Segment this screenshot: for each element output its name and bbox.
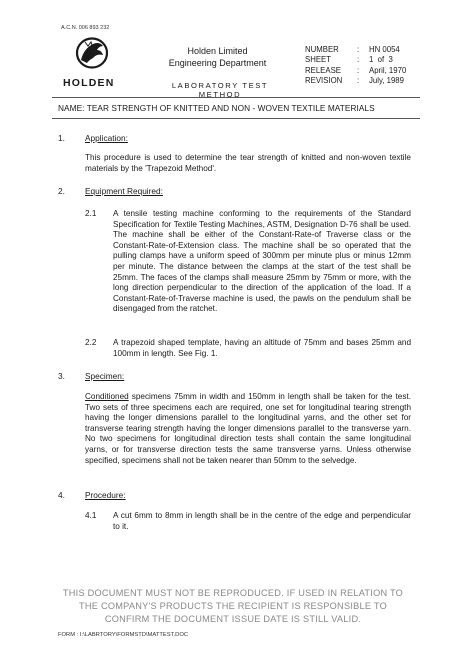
section-number: 1. [58,133,65,143]
section-text-application: This procedure is used to determine the tear strength of knitted and non-woven textile materials by the 'Trapezoid Method'. [85,153,411,173]
subsection-number: 2.2 [85,338,97,347]
meta-key: SHEET [305,55,331,65]
meta-key: RELEASE [305,65,341,75]
subsection-number: 2.1 [85,209,97,218]
meta-row-number: NUMBER : HN 0054 [305,45,400,54]
meta-value: HN 0054 [369,45,400,54]
subsection-text-2-1: A tensile testing machine conforming to the requirements of the Standard Specification for Textile Testing Machines, ASTM, Designation D-76 shall be used. The machine shall be either of the Constant-Rate-of Traverse class or the Constant-Rate-of-Extension class. The machine shall be so operated that the pulling clamps have a uniform speed of 300mm per minute plus or minus 12mm per minute. The distance between the clamps at the start of the test shall be 25mm. The faces of the clamps shall measure 25mm by 75mm or more, with the long direction perpendicular to the direction of the application of the load. If a Constant-Rate-of-Traverse machine is used, the pawls on the pendulum shall be disengaged from the ratchet. [113,209,411,314]
meta-value: 1 of 3 [369,55,393,65]
specimen-body: specimens 75mm in width and 150mm in length shall be taken for the test. Two sets of three specimens each are required, one set for longitudinal tearing strength having the longer dimensions parallel to the longitudinal yarns, and the other set for transverse tearing strength having the longer dimensions parallel to the transverse yarn. No two specimens for longitudinal direction tests shall contain the same longitudinal yarns, or for transverse direction tests the same transverse yarns. Unless otherwise specified, specimens shall not be taken nearer than 50mm to the selvedge. [85,392,411,465]
meta-key: NUMBER [305,45,339,54]
company-name: Holden Limited [187,46,248,56]
section-heading-application: Application: [85,133,128,143]
department-name: Engineering Department [168,58,267,68]
section-heading-specimen: Specimen: [85,371,125,381]
acn-number: A.C.N. 006 893 232 [61,25,110,31]
notice-line: CONFIRM THE DOCUMENT ISSUE DATE IS STILL VALID. [104,613,362,624]
section-number: 3. [58,371,65,381]
notice-line: THE COMPANY'S PRODUCTS THE RECIPIENT IS RESPONSIBLE TO [79,600,387,611]
section-heading-procedure: Procedure: [85,490,126,500]
holden-wordmark: HOLDEN [63,77,115,89]
section-text-specimen [85,392,411,466]
subsection-text-4-1: A cut 6mm to 8mm in length shall be in the centre of the edge and perpendicular to it. [113,511,411,531]
subsection-text-2-2: A trapezoid shaped template, having an altitude of 75mm and bases 25mm and 100mm in length. See Fig. 1. [113,338,411,358]
document-type: LABORATORY TEST METHOD [171,81,269,99]
organization-block [160,45,275,69]
section-heading-equipment: Equipment Required: [85,186,163,196]
notice-line: THIS DOCUMENT MUST NOT BE REPRODUCED. IF USED IN RELATION TO [62,588,404,598]
meta-row-release: RELEASE : April, 1970 [305,65,407,75]
reproduction-notice [30,587,436,625]
meta-row-revision: REVISION : July, 1989 [305,76,404,86]
document-title: NAME: TEAR STRENGTH OF KNITTED AND NON - WOVEN TEXTILE MATERIALS [58,103,375,113]
document-meta-table [305,45,406,87]
subsection-number: 4.1 [85,511,97,520]
section-number: 4. [58,490,65,500]
meta-row-sheet: SHEET : 1 of 3 [305,55,393,65]
header-divider-top [52,97,420,98]
header-divider-bottom [52,118,420,119]
form-path: FORM : I:\LABRTORY\FORMSTD\MATTEST.DOC [58,632,189,638]
section-number: 2. [58,186,65,196]
meta-value: April, 1970 [369,65,407,75]
conditioned-term: Conditioned [85,392,129,401]
meta-key: REVISION [305,76,343,86]
meta-value: July, 1989 [369,76,404,86]
